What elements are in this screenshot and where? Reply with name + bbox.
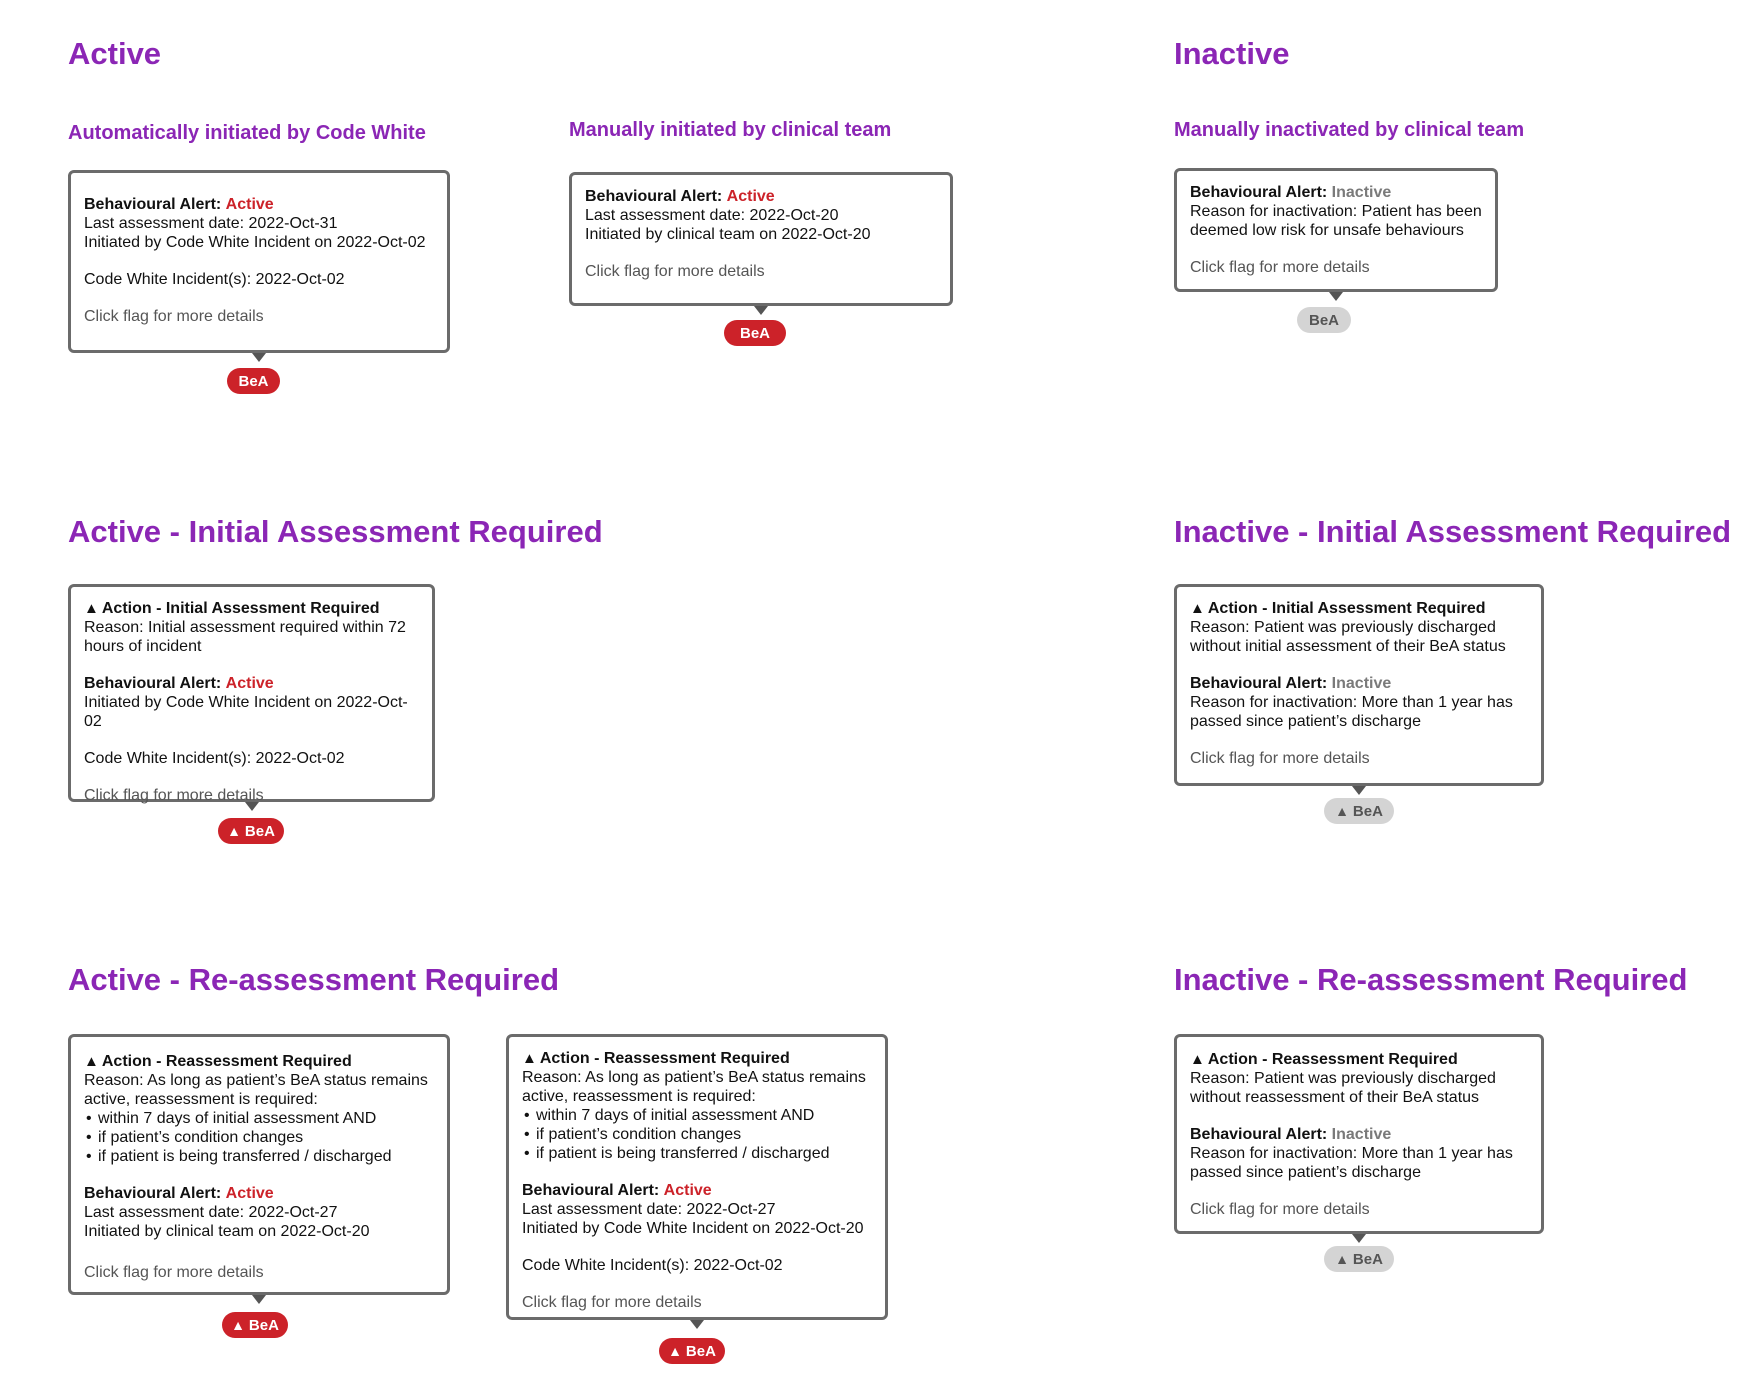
status-inactive: Inactive (1331, 184, 1392, 201)
action-reason: Reason: As long as patient’s BeA status remains active, reassessment is required: (522, 1069, 866, 1105)
list-item: • within 7 days of initial assessment AND (84, 1109, 434, 1128)
status-inactive: Inactive (1331, 675, 1392, 692)
bea-flag-active-action[interactable] (659, 1338, 725, 1364)
alert-label: Behavioural Alert: (522, 1182, 660, 1199)
warning-triangle-icon: ▲ (522, 1050, 537, 1067)
subheading-auto-code-white: Automatically initiated by Code White (68, 122, 426, 144)
initiated-by: Initiated by Code White Incident on 2022-Oct-02 (84, 694, 408, 730)
alert-status (84, 674, 419, 731)
click-flag-hint: Click flag for more details (84, 787, 264, 804)
click-flag-hint: Click flag for more details (585, 263, 765, 280)
action-reason: Reason: Initial assessment required within 72 hours of incident (84, 619, 406, 655)
alert-status (522, 1181, 872, 1238)
code-white-incidents: Code White Incident(s): 2022-Oct-02 (84, 750, 345, 767)
last-assessment-date: Last assessment date: 2022-Oct-20 (585, 207, 839, 224)
alert-status (84, 1184, 434, 1241)
inactivation-reason: Reason for inactivation: Patient has been deemed low risk for unsafe behaviours (1190, 203, 1482, 239)
flag-label: BeA (248, 1316, 279, 1334)
heading-inactive-initial: Inactive - Initial Assessment Required (1174, 514, 1732, 549)
warning-triangle-icon: ▲ (84, 1053, 99, 1070)
alert-label: Behavioural Alert: (84, 675, 222, 692)
action-block (84, 599, 419, 656)
flag-label: BeA (685, 1342, 716, 1360)
flag-label: BeA (244, 822, 275, 840)
status-active: Active (663, 1182, 712, 1199)
click-flag-hint: Click flag for more details (84, 308, 264, 325)
bea-flag-active[interactable] (724, 320, 786, 346)
status-active: Active (225, 1185, 274, 1202)
alert-label: Behavioural Alert: (1190, 675, 1328, 692)
last-assessment-date: Last assessment date: 2022-Oct-27 (84, 1204, 338, 1221)
action-reason: Reason: As long as patient’s BeA status remains active, reassessment is required: (84, 1072, 428, 1108)
bea-flag-inactive[interactable] (1297, 307, 1351, 333)
alert-label: Behavioural Alert: (84, 1185, 222, 1202)
heading-inactive-reassess: Inactive - Re-assessment Required (1174, 962, 1688, 997)
list-item: • within 7 days of initial assessment AND (522, 1106, 872, 1125)
alert-label: Behavioural Alert: (1190, 184, 1328, 201)
action-title: Action - Reassessment Required (1207, 1051, 1458, 1068)
heading-active: Active (68, 36, 162, 71)
subheading-manual-inactivated: Manually inactivated by clinical team (1174, 119, 1525, 141)
warning-triangle-icon: ▲ (1190, 1051, 1205, 1068)
warning-triangle-icon: ▲ (227, 823, 241, 839)
action-title: Action - Reassessment Required (539, 1050, 790, 1067)
click-flag-hint: Click flag for more details (84, 1264, 264, 1281)
code-white-incidents: Code White Incident(s): 2022-Oct-02 (522, 1257, 783, 1274)
heading-inactive: Inactive (1174, 36, 1290, 71)
action-block (522, 1049, 872, 1163)
bea-flag-active-action[interactable] (218, 818, 284, 844)
status-active: Active (225, 675, 274, 692)
flag-label: BeA (739, 324, 770, 342)
flag-label: BeA (238, 372, 269, 390)
list-item: • if patient is being transferred / discharged (84, 1147, 434, 1166)
last-assessment-date: Last assessment date: 2022-Oct-31 (84, 215, 338, 232)
bea-flag-active-action[interactable] (222, 1312, 288, 1338)
initiated-by: Initiated by clinical team on 2022-Oct-20 (585, 226, 871, 243)
inactivation-reason: Reason for inactivation: More than 1 year has passed since patient’s discharge (1190, 1145, 1513, 1181)
bea-flag-active[interactable] (227, 368, 280, 394)
action-block (1190, 1050, 1528, 1107)
tooltip-card-active-manual (569, 172, 953, 306)
subheading-manual-clinical: Manually initiated by clinical team (569, 119, 892, 141)
alert-status (1190, 674, 1528, 731)
click-flag-hint: Click flag for more details (1190, 750, 1370, 767)
warning-triangle-icon: ▲ (1190, 600, 1205, 617)
last-assessment-date: Last assessment date: 2022-Oct-27 (522, 1201, 776, 1218)
alert-status (585, 187, 937, 244)
flag-label: BeA (1308, 311, 1339, 329)
warning-triangle-icon: ▲ (1335, 803, 1349, 819)
tooltip-card-inactive-initial (1174, 584, 1544, 786)
heading-active-reassess: Active - Re-assessment Required (68, 962, 560, 997)
initiated-by: Initiated by Code White Incident on 2022-Oct-02 (84, 234, 426, 251)
tooltip-card-active-initial (68, 584, 435, 802)
flag-label: BeA (1352, 802, 1383, 820)
warning-triangle-icon: ▲ (1335, 1251, 1349, 1267)
action-reason: Reason: Patient was previously discharged without initial assessment of their BeA status (1190, 619, 1506, 655)
heading-active-initial: Active - Initial Assessment Required (68, 514, 603, 549)
alert-label: Behavioural Alert: (585, 188, 723, 205)
tooltip-card-active-auto (68, 170, 450, 353)
list-item: • if patient’s condition changes (522, 1125, 872, 1144)
tooltip-card-active-reassess-clinical (68, 1034, 450, 1295)
click-flag-hint: Click flag for more details (522, 1294, 702, 1311)
action-block (1190, 599, 1528, 656)
warning-triangle-icon: ▲ (231, 1317, 245, 1333)
action-title: Action - Initial Assessment Required (1207, 600, 1486, 617)
status-inactive: Inactive (1331, 1126, 1392, 1143)
tooltip-card-inactive-reassess (1174, 1034, 1544, 1234)
reassessment-conditions (84, 1109, 434, 1166)
action-reason: Reason: Patient was previously discharged without reassessment of their BeA status (1190, 1070, 1496, 1106)
tooltip-card-active-reassess-code-white (506, 1034, 888, 1320)
code-white-incidents: Code White Incident(s): 2022-Oct-02 (84, 271, 345, 288)
reassessment-conditions (522, 1106, 872, 1163)
click-flag-hint: Click flag for more details (1190, 1201, 1370, 1218)
action-title: Action - Reassessment Required (101, 1053, 352, 1070)
alert-label: Behavioural Alert: (84, 196, 222, 213)
alert-status (1190, 183, 1482, 240)
alert-status (1190, 1125, 1528, 1182)
list-item: • if patient is being transferred / discharged (522, 1144, 872, 1163)
warning-triangle-icon: ▲ (668, 1343, 682, 1359)
initiated-by: Initiated by clinical team on 2022-Oct-20 (84, 1223, 370, 1240)
action-title: Action - Initial Assessment Required (101, 600, 380, 617)
inactivation-reason: Reason for inactivation: More than 1 year has passed since patient’s discharge (1190, 694, 1513, 730)
status-active: Active (726, 188, 775, 205)
initiated-by: Initiated by Code White Incident on 2022-Oct-20 (522, 1220, 864, 1237)
list-item: • if patient’s condition changes (84, 1128, 434, 1147)
flag-label: BeA (1352, 1250, 1383, 1268)
bea-flag-inactive-action[interactable] (1324, 1246, 1394, 1272)
tooltip-card-inactive-manual (1174, 168, 1498, 292)
bea-flag-inactive-action[interactable] (1324, 798, 1394, 824)
alert-label: Behavioural Alert: (1190, 1126, 1328, 1143)
status-active: Active (225, 196, 274, 213)
click-flag-hint: Click flag for more details (1190, 259, 1370, 276)
warning-triangle-icon: ▲ (84, 600, 99, 617)
action-block (84, 1052, 434, 1166)
alert-status (84, 195, 434, 252)
